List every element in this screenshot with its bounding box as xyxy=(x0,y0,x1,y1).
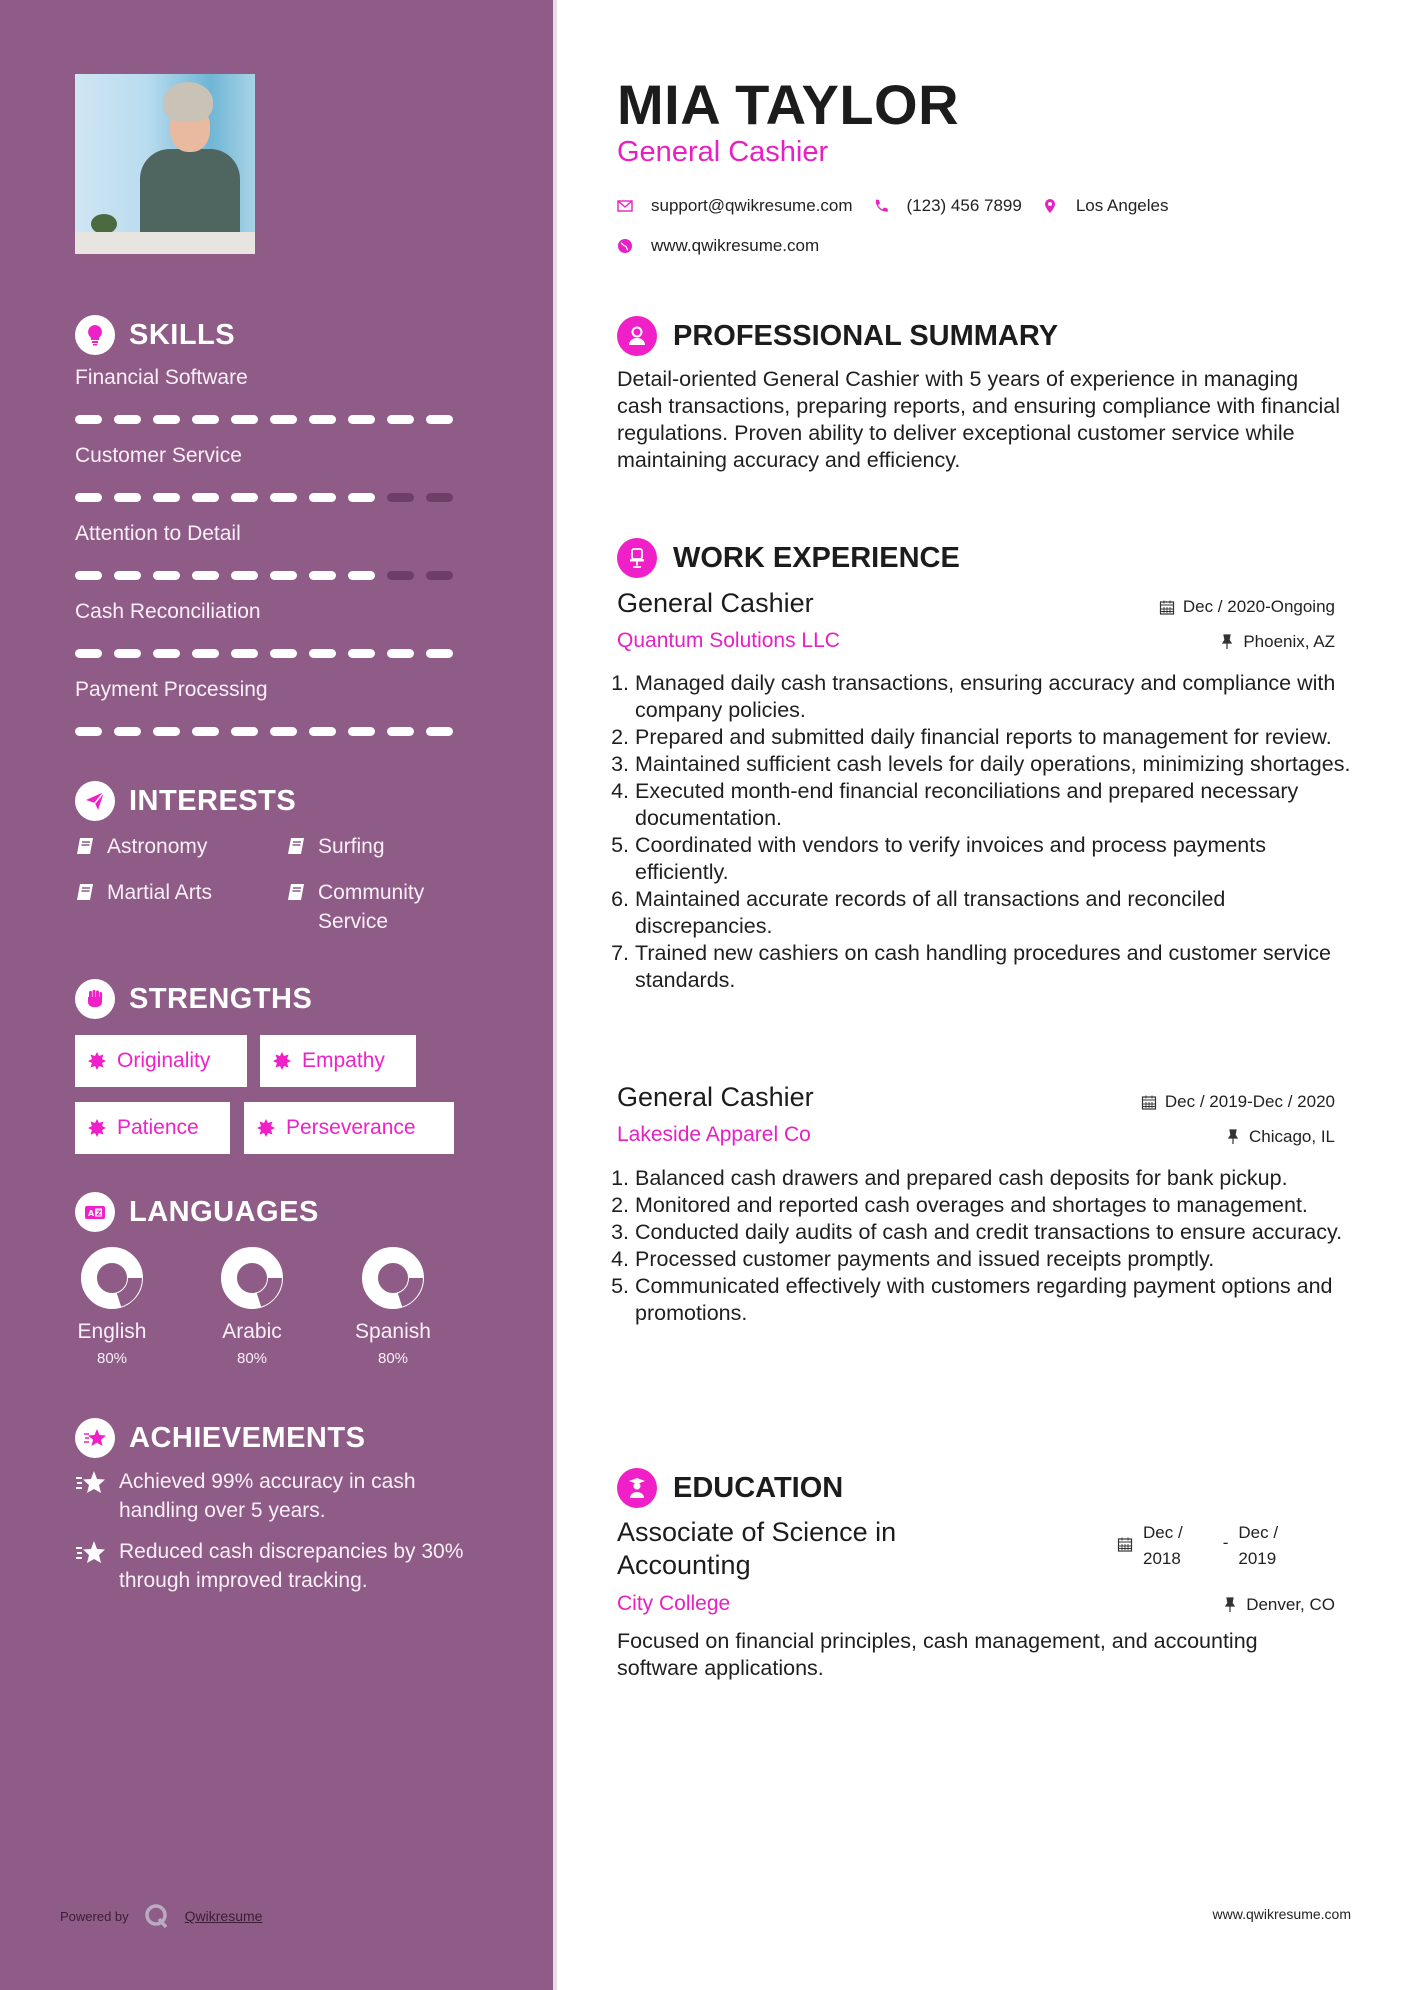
summary-text: Detail-oriented General Cashier with 5 years of experience in managing cash transactions, preparing reports, and ensuring compliance with financial regulations. Proven ability to deliver exceptional customer service while maintaining accuracy and efficiency. xyxy=(617,367,1341,472)
badge-icon xyxy=(256,1118,276,1138)
skill-rating-bar xyxy=(75,493,465,502)
paper-plane-icon xyxy=(75,781,115,821)
badge-icon xyxy=(87,1118,107,1138)
footer-website[interactable]: www.qwikresume.com xyxy=(1212,1906,1351,1922)
language-donut-chart xyxy=(80,1246,144,1310)
contact-location: Los Angeles xyxy=(1042,196,1169,216)
interests-heading: INTERESTS xyxy=(75,781,296,821)
star-icon xyxy=(75,1418,115,1458)
svg-text:A: A xyxy=(88,1209,95,1218)
interest-item: Astronomy xyxy=(75,832,207,861)
languages-heading: A Z LANGUAGES xyxy=(75,1192,319,1232)
achievement-item: Achieved 99% accuracy in cash handling over 5 years. xyxy=(75,1467,495,1525)
education-location: Denver, CO xyxy=(1222,1595,1335,1615)
contact-row xyxy=(617,196,1188,216)
experience-heading: WORK EXPERIENCE xyxy=(617,538,960,578)
summary-heading: PROFESSIONAL SUMMARY xyxy=(617,316,1058,356)
skill-rating-bar xyxy=(75,727,465,736)
education-heading: EDUCATION xyxy=(617,1468,843,1508)
skill-item: Payment Processing xyxy=(75,678,465,736)
education-description: Focused on financial principles, cash management, and accounting software applications. xyxy=(617,1629,1258,1680)
pushpin-icon xyxy=(1219,634,1235,650)
graduate-icon xyxy=(617,1468,657,1508)
envelope-icon xyxy=(617,198,633,214)
skill-item: Customer Service xyxy=(75,444,465,502)
strength-badge: Patience xyxy=(75,1102,230,1154)
language-item: Spanish 80% xyxy=(338,1246,448,1367)
education-dates: Dec / 2018 - Dec / 2019 xyxy=(1117,1520,1278,1572)
main-content xyxy=(557,0,1407,1990)
skill-rating-bar xyxy=(75,571,465,580)
profile-photo xyxy=(75,74,255,254)
translate-icon xyxy=(75,1192,115,1232)
calendar-icon xyxy=(1117,1536,1133,1552)
skill-item: Cash Reconciliation xyxy=(75,600,465,658)
pushpin-icon xyxy=(1225,1129,1241,1145)
language-item: Arabic 80% xyxy=(197,1246,307,1367)
globe-icon xyxy=(617,238,633,254)
map-pin-icon xyxy=(1042,198,1058,214)
candidate-name: MIA TAYLOR xyxy=(617,73,960,136)
company-name: Lakeside Apparel Co xyxy=(617,1123,811,1146)
strengths-heading: STRENGTHS xyxy=(75,979,312,1019)
skill-rating-bar xyxy=(75,415,465,424)
contact-website: www.qwikresume.com xyxy=(617,236,819,256)
skills-heading: SKILLS xyxy=(75,315,235,355)
job-title: General Cashier xyxy=(617,1082,814,1112)
strength-badge: Perseverance xyxy=(244,1102,454,1154)
job-dates: Dec / 2019-Dec / 2020 xyxy=(1141,1092,1335,1112)
strength-badge: Originality xyxy=(75,1035,247,1087)
candidate-title: General Cashier xyxy=(617,136,829,168)
strength-badge: Empathy xyxy=(260,1035,416,1087)
contact-row xyxy=(617,236,839,256)
skill-item: Financial Software xyxy=(75,366,465,424)
star-icon xyxy=(75,1539,107,1567)
job-title: General Cashier xyxy=(617,588,814,618)
book-icon xyxy=(75,882,95,902)
school-name: City College xyxy=(617,1592,731,1615)
office-chair-icon xyxy=(617,538,657,578)
contact-email: support@qwikresume.com xyxy=(617,196,853,216)
book-icon xyxy=(286,882,306,902)
badge-icon xyxy=(87,1051,107,1071)
interest-item: Community Service xyxy=(286,878,424,936)
sidebar xyxy=(0,0,553,1990)
pushpin-icon xyxy=(1222,1597,1238,1613)
calendar-icon xyxy=(1159,599,1175,615)
skill-item: Attention to Detail xyxy=(75,522,465,580)
degree-title: Associate of Science in Accounting xyxy=(617,1517,897,1580)
job-location: Phoenix, AZ xyxy=(1219,632,1335,652)
book-icon xyxy=(286,836,306,856)
svg-text:Z: Z xyxy=(96,1209,102,1218)
lightbulb-icon xyxy=(75,315,115,355)
star-icon xyxy=(75,1469,107,1497)
job-responsibilities: 1. Managed daily cash transactions, ensuring accuracy and compliance with company policies. 2. Prepared and submitted daily financial reports to management for review. 3. Maintained sufficient cash levels for daily operations, minimizing shortages. 4. Executed month-end financial reconciliations and prepared necessary documentation. 5. Coordinated with vendors to verify invoices and process payments efficiently. 6. Maintained accurate records of all transactions and reconciled discrepancies. 7. Trained new cashiers on cash handling procedures and customer service standards. xyxy=(617,670,1357,994)
skill-rating-bar xyxy=(75,649,465,658)
language-item: English 80% xyxy=(57,1246,167,1367)
qwikresume-link[interactable]: Qwikresume xyxy=(184,1908,263,1924)
job-location: Chicago, IL xyxy=(1225,1127,1335,1147)
language-donut-chart xyxy=(361,1246,425,1310)
interest-item: Martial Arts xyxy=(75,878,212,907)
interest-item: Surfing xyxy=(286,832,385,861)
achievements-heading: ACHIEVEMENTS xyxy=(75,1418,365,1458)
language-donut-chart xyxy=(220,1246,284,1310)
badge-icon xyxy=(272,1051,292,1071)
job-responsibilities: 1. Balanced cash drawers and prepared cash deposits for bank pickup. 2. Monitored and reported cash overages and shortages to management. 3. Conducted daily audits of cash and credit transactions to ensure accuracy. 4. Processed customer payments and issued receipts promptly. 5. Communicated effectively with customers regarding payment options and promotions. xyxy=(617,1165,1357,1327)
job-dates: Dec / 2020-Ongoing xyxy=(1159,597,1335,617)
achievement-item: Reduced cash discrepancies by 30% through improved tracking. xyxy=(75,1537,495,1595)
book-icon xyxy=(75,836,95,856)
qwikresume-logo-icon xyxy=(143,1902,171,1930)
contact-phone: (123) 456 7899 xyxy=(873,196,1022,216)
phone-icon xyxy=(873,198,889,214)
user-icon xyxy=(617,316,657,356)
fist-icon xyxy=(75,979,115,1019)
company-name: Quantum Solutions LLC xyxy=(617,629,840,652)
powered-by: Powered by Qwikresume xyxy=(60,1902,262,1930)
calendar-icon xyxy=(1141,1094,1157,1110)
